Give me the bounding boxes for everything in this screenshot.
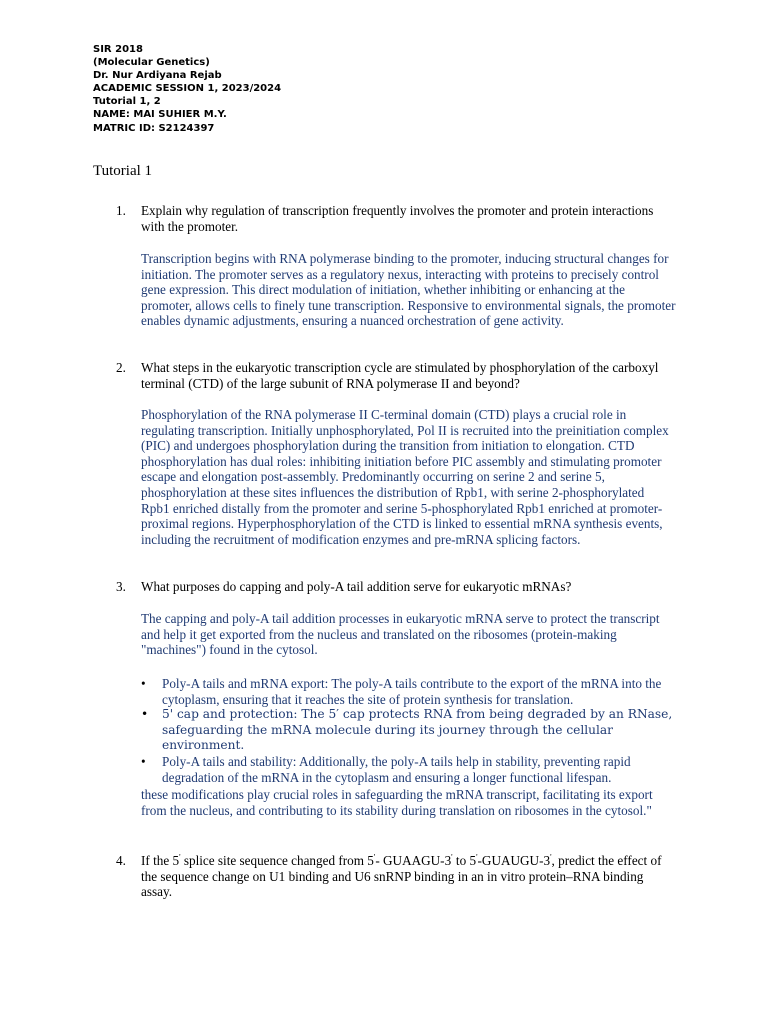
list-item-text: 5' cap and protection: The 5′ cap protects RNA from being degraded by an RNase, safeguarding the mRNA molecule during its journey through the cellular environment. bbox=[162, 707, 673, 753]
question-4 bbox=[116, 853, 676, 900]
answer-1: Transcription begins with RNA polymerase binding to the promoter, inducing structural changes for initiation. The promoter serves as a regulatory nexus, interacting with proteins to precisely control gene expression. This direct modulation of initiation, whether inhibiting or enhancing at the promoter, allows cells to finely tune transcription. Responsive to environmental signals, the promoter enables dynamic adjustments, ensuring a nuanced orchestration of gene activity. bbox=[141, 251, 676, 329]
question-2 bbox=[116, 360, 676, 391]
tutorial-label: Tutorial 1, 2 bbox=[93, 96, 161, 108]
question-text: What purposes do capping and poly-A tail addition serve for eukaryotic mRNAs? bbox=[141, 579, 572, 594]
list-item-text: Poly-A tails and mRNA export: The poly-A tails contribute to the export of the mRNA into the cytoplasm, ensuring that it reaches the site of protein synthesis for translation. bbox=[162, 676, 662, 707]
answer-3-conclusion: these modifications play crucial roles in safeguarding the mRNA transcript, facilitating its export from the nucleus, and contributing to its stability during translation on ribosomes in the cytosol." bbox=[141, 787, 653, 818]
answer-3-bullet-list bbox=[141, 676, 681, 785]
question-text: What steps in the eukaryotic transcription cycle are stimulated by phosphorylation of the carboxyl terminal (CTD) of the large subunit of RNA polymerase II and beyond? bbox=[141, 360, 659, 391]
matric-id: MATRIC ID: S2124397 bbox=[93, 122, 215, 134]
list-item bbox=[141, 676, 681, 707]
list-item bbox=[141, 707, 681, 754]
lecturer-name: Dr. Nur Ardiyana Rejab bbox=[93, 70, 222, 82]
course-name: (Molecular Genetics) bbox=[93, 57, 210, 69]
question-number: 4. bbox=[116, 853, 126, 868]
bullet-icon: • bbox=[141, 707, 149, 722]
bullet-icon: • bbox=[141, 676, 146, 691]
question-number: 1. bbox=[116, 203, 126, 218]
student-name: NAME: MAI SUHIER M.Y. bbox=[93, 109, 227, 121]
academic-session: ACADEMIC SESSION 1, 2023/2024 bbox=[93, 83, 282, 95]
tutorial-title: Tutorial 1 bbox=[93, 163, 153, 179]
question-number: 2. bbox=[116, 360, 126, 375]
question-text: Explain why regulation of transcription frequently involves the promoter and protein interactions with the promoter. bbox=[141, 203, 654, 234]
question-text: If the 5' splice site sequence changed from 5'- GUAAGU-3' to 5'-GUAUGU-3', predict the effect of the sequence change on U1 binding and U6 snRNP binding in an in vitro protein–RNA binding assay. bbox=[141, 852, 662, 900]
question-number: 3. bbox=[116, 579, 126, 594]
answer-2: Phosphorylation of the RNA polymerase II C-terminal domain (CTD) plays a crucial role in regulating transcription. Initially unphosphorylated, Pol II is recruited into the preinitiation complex (PIC) and undergoes phosphorylation during the transition from initiation to elongation. CTD phosphorylation has dual roles: inhibiting initiation before PIC assembly and stimulating promoter escape and elongation post-assembly. Predominantly occurring on serine 2 and serine 5, phosphorylation at these sites influences the distribution of Rpb1, with serine 2-phosphorylated Rpb1 enriched distally from the promoter and serine 5-phosphorylated Rpb1 enriched at promoter-proximal regions. Hyperphosphorylation of the CTD is linked to essential mRNA synthesis events, including the recruitment of modification enzymes and pre-mRNA splicing factors. bbox=[141, 407, 669, 547]
document-header bbox=[93, 43, 281, 135]
answer-3-intro: The capping and poly-A tail addition processes in eukaryotic mRNA serve to protect the transcript and help it get exported from the nucleus and translated on the ribosomes (protein-making "machines") found in the cytosol. bbox=[141, 611, 660, 658]
bullet-icon: • bbox=[141, 753, 146, 769]
list-item bbox=[141, 754, 681, 785]
question-1 bbox=[116, 203, 676, 234]
course-code: SIR 2018 bbox=[93, 44, 143, 55]
question-3 bbox=[116, 579, 676, 595]
list-item-text: Poly-A tails and stability: Additionally, the poly-A tails help in stability, preventing rapid degradation of the mRNA in the cytoplasm and ensuring a longer functional lifespan. bbox=[162, 753, 631, 785]
